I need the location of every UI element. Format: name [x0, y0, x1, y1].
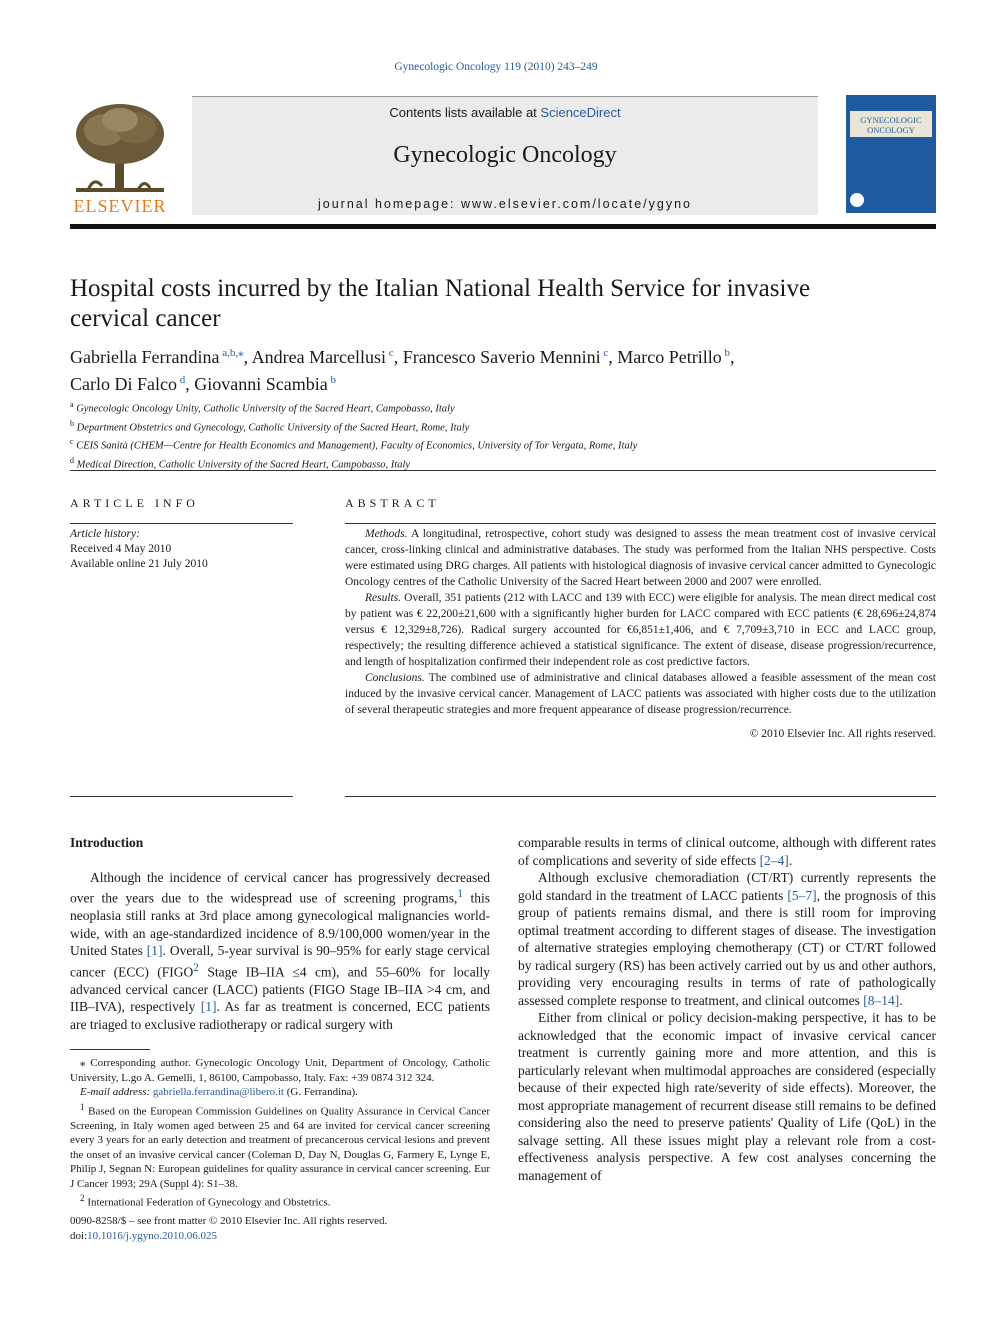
- citation-link[interactable]: [1]: [200, 999, 217, 1014]
- history-label: Article history:: [70, 528, 140, 540]
- affiliation: $^c$ CEIS Sanità (CHEM—Centre for Health Economics and Management), Faculty of Economics, University of Tor Vergata, Rome, Italy: [70, 437, 638, 452]
- author-affiliation-ref[interactable]: d: [176, 374, 186, 386]
- divider: [345, 796, 936, 797]
- cover-title: GYNECOLOGIC ONCOLOGY: [860, 115, 922, 135]
- author-name: Carlo Di Falco: [70, 374, 177, 394]
- citation-link[interactable]: [8–14]: [863, 992, 900, 1008]
- author-name: Marco Petrillo: [617, 347, 722, 367]
- paragraph: Although the incidence of cervical cancer has progressively decreased over the years due to the widespread use of screening programs,$^1$ this neoplasia still ranks at 3rd place among gynecological malignancies world-wide, with an age-standardized incidence of 8.9/100,000 women/year in the United States [1]. Overall, 5-year survival is 90–95% for early stage cervical cancer (ECC) (FIGO$^2$ Stage IB–IIA ≤4 cm), and 55–60% for locally advanced cervical cancer (LACC) patients (FIGO Stage IB–IIA >4 cm, and IIB–IVA), respectively [1]. As far as treatment is concerned, ECC patients are triaged to exclusive radiotherapy or radical surgery with: [70, 869, 490, 1032]
- journal-cover[interactable]: [846, 95, 936, 213]
- introduction-heading: Introduction: [70, 835, 144, 850]
- citation-link[interactable]: [1]: [146, 943, 163, 958]
- affiliations: [70, 398, 930, 472]
- footnote-2: $^2$ International Federation of Gynecology and Obstetrics.: [80, 1193, 331, 1209]
- contents-prefix: Contents lists available at: [389, 105, 541, 120]
- author-affiliation-ref[interactable]: c: [386, 347, 394, 359]
- author-affiliation-ref[interactable]: b: [327, 374, 336, 386]
- contents-line: [192, 105, 818, 120]
- elsevier-logo: [68, 100, 172, 216]
- header-rule: [70, 224, 936, 229]
- author-affiliation-ref[interactable]: b: [721, 347, 731, 359]
- journal-homepage[interactable]: journal homepage: www.elsevier.com/locate/ygyno: [317, 197, 692, 211]
- citation-link[interactable]: [5–7]: [787, 887, 817, 903]
- article-title: Hospital costs incurred by the Italian National Health Service for invasive cervical cancer: [70, 275, 811, 332]
- divider: [70, 523, 293, 524]
- affiliation: $^b$ Department Obstetrics and Gynecology, Catholic University of the Sacred Heart, Rome, Italy: [70, 418, 470, 433]
- doi-link[interactable]: 10.1016/j.ygyno.2010.06.025: [87, 1230, 217, 1242]
- abstract-results: Results. Overall, 351 patients (212 with LACC and 139 with ECC) were eligible for analysis. The mean direct medical cost by patient was € 22,200±21,600 with a significantly higher burden for LACC compared with ECC patients (€ 28,696±24,874 versus € 12,329±8,726). Radical surgery accounted for €6,851±1,406, and € 7,709±3,710 in ECC and LACC group, respectively; the resulting difference achieved a statistical significance. The extent of disease, disease progression/recurrence, and length of hospitalization confirmed their independent role as cost predictive factors.: [345, 592, 936, 668]
- divider: [70, 470, 936, 471]
- received-date: Received 4 May 2010: [70, 543, 172, 555]
- footnotes: [70, 1056, 490, 1210]
- front-matter: [70, 1214, 490, 1244]
- publisher-wordmark: ELSEVIER: [73, 196, 167, 216]
- footnote-ref[interactable]: 2: [193, 961, 199, 974]
- copyright: © 2010 Elsevier Inc. All rights reserved.: [749, 728, 936, 740]
- body-column-left: [70, 834, 490, 1033]
- affiliation: $^a$ Gynecologic Oncology Unity, Catholic University of the Sacred Heart, Campobasso, Italy: [70, 400, 455, 415]
- author-affiliation-ref[interactable]: c: [600, 347, 609, 359]
- footnote-ref[interactable]: 1: [457, 888, 463, 900]
- affiliation: $^d$ Medical Direction, Catholic University of the Sacred Heart, Campobasso, Italy: [70, 455, 411, 470]
- author-name: Francesco Saverio Mennini: [402, 347, 601, 367]
- cover-badge-icon: [850, 193, 864, 207]
- abstract-heading: ABSTRACT: [345, 496, 440, 510]
- author-list: Gabriella Ferrandina $^{a,b,⁎}$, Andrea Marcellusi $^c$, Francesco Saverio Mennini $^c$, Marco Petrillo $^b$, Carlo Di Falco $^d$, Giovanni Scambia $^b$: [70, 347, 735, 394]
- citation-link[interactable]: [2–4]: [759, 852, 789, 868]
- issn-line: 0090-8258/$ – see front matter © 2010 Elsevier Inc. All rights reserved.: [70, 1215, 388, 1227]
- footnote-rule: [70, 1049, 150, 1050]
- divider: [70, 796, 293, 797]
- article-history: [70, 527, 293, 572]
- abstract-body: [345, 526, 936, 742]
- author-name: Gabriella Ferrandina: [70, 347, 220, 367]
- paragraph: Either from clinical or policy decision-making perspective, it has to be acknowledged that the economic impact of invasive cervical cancer treatment is currently gaining more and more attention, and this is particularly relevant when multimodal approaches are considered (especially because of their expected high rate/severity of side effects). Moreover, the most appropriate management of recurrent disease still remains to be defined considering also the need to preserve patients' Quality of Life (QoL) in the salvage setting. All these issues might play a relevant role from a cost-effectiveness analysis perspective. A few cost analyses concerning the management of: [518, 1010, 936, 1183]
- doi-line: doi:10.1016/j.ygyno.2010.06.025: [70, 1230, 217, 1242]
- abstract-methods: Methods. A longitudinal, retrospective, cohort study was designed to assess the mean treatment cost of invasive cervical cancer, cross-linking clinical and administrative databases. The study was performed from the Italian NHS perspective. Costs were estimated using DRG charges. All patients with histological diagnosis of invasive cervical cancer admitted to Gynecologic Oncology centres of the Catholic University of the Sacred Heart between 2000 and 2007 were enrolled.: [345, 528, 936, 588]
- journal-title: Gynecologic Oncology: [393, 142, 617, 168]
- article-info-heading: ARTICLE INFO: [70, 496, 199, 510]
- abstract-conclusions: Conclusions. The combined use of administrative and clinical databases allowed a feasible assessment of the mean cost induced by the invasive cervical cancer. Management of LACC patients was associated with higher costs due to the utilization of several therapeutic strategies and more frequent appearance of disease progression/recurrence.: [345, 672, 936, 716]
- paragraph: Although exclusive chemoradiation (CT/RT) currently represents the gold standard in the treatment of LACC patients [5–7], the prognosis of this group of patients remains dismal, and there is still room for improving optimal treatment according to different stages of disease. The investigation of alternative strategies employing chemotherapy (CT) or CT/RT followed by radical surgery (RS) has been actively carried out by us and other authors, providing very encouraging results in terms of rate of pathologically assessed complete response to treatment, and clinical outcomes [8–14].: [518, 870, 936, 1008]
- sciencedirect-link[interactable]: ScienceDirect: [540, 105, 621, 120]
- divider: [345, 523, 936, 524]
- available-date: Available online 21 July 2010: [70, 558, 208, 570]
- paragraph: comparable results in terms of clinical outcome, although with different rates of complications and severity of side effects [2–4].: [518, 835, 936, 868]
- footnote-1: $^1$ Based on the European Commission Guidelines on Quality Assurance in Cervical Cancer Screening, in Italy women aged between 25 and 64 are invited for cervical cancer screening every 3 years for an early detection and treatment of precancerous cervical lesions and prevent the onset of an invasive cervical cancer (Coleman D, Day N, Douglas G, Farmery E, Lynge E, Philip J, Segnan N: European guidelines for quality assurance in cervical cancer screening. Eur J Cancer 1993; 29A (Suppl 4): S1–38.: [70, 1101, 490, 1190]
- body-column-right: [518, 834, 936, 1184]
- author-name: Andrea Marcellusi: [251, 347, 387, 367]
- author-affiliation-ref[interactable]: a,b,⁎: [219, 347, 244, 359]
- email-link[interactable]: gabriella.ferrandina@libero.it: [152, 1086, 284, 1098]
- author-name: Giovanni Scambia: [194, 374, 328, 394]
- journal-reference[interactable]: Gynecologic Oncology 119 (2010) 243–249: [394, 61, 598, 73]
- corresponding-author-note: ⁎ Corresponding author. Gynecologic Oncology Unit, Department of Oncology, Catholic University, L.go A. Gemelli, 1, 86100, Campobasso, Italy. Fax: +39 0874 312 324.: [70, 1057, 490, 1084]
- email-note: E-mail address: gabriella.ferrandina@libero.it (G. Ferrandina).: [80, 1086, 358, 1098]
